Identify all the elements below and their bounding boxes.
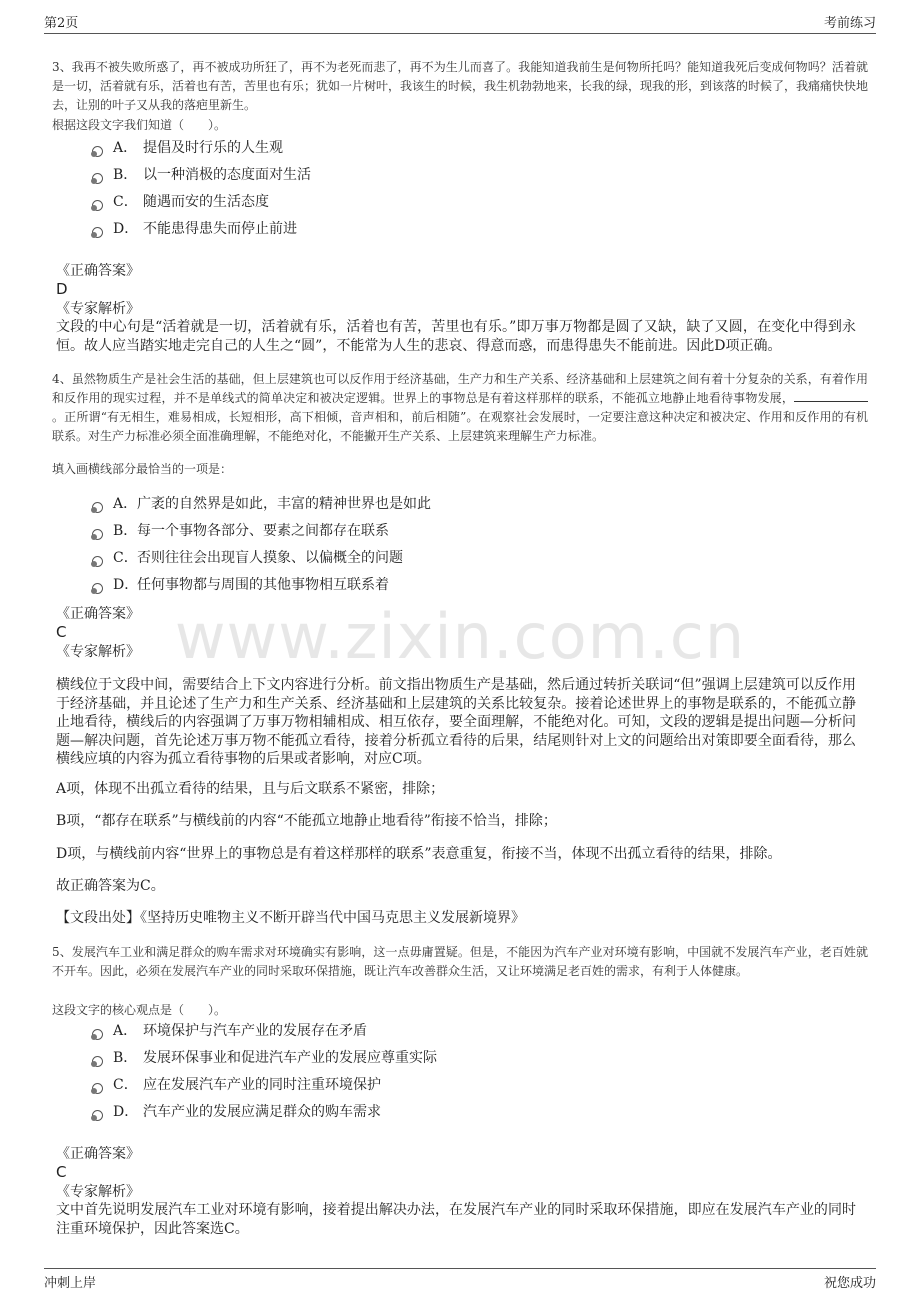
radio-icon[interactable] (92, 1056, 103, 1067)
option-text: 以一种消极的态度面对生活 (143, 167, 311, 183)
fill-blank (794, 389, 868, 402)
radio-icon[interactable] (92, 529, 103, 540)
option-letter: D． (113, 221, 139, 237)
option-text: 随遇而安的生活态度 (143, 194, 269, 210)
page-footer (44, 1272, 876, 1292)
option-letter: B． (113, 167, 138, 183)
option-letter: C． (113, 550, 138, 566)
question-3-option-d[interactable] (92, 218, 297, 240)
question-3-option-a[interactable] (92, 137, 283, 159)
question-5-prompt: 这段文字的核心观点是（ ）。 (52, 1003, 227, 1017)
question-4-option-d[interactable] (92, 574, 389, 596)
footer-right-text: 祝您成功 (823, 1276, 876, 1291)
question-3-option-c[interactable] (92, 191, 269, 213)
radio-icon[interactable] (92, 1029, 103, 1040)
option-text: 每一个事物各部分、要素之间都存在联系 (137, 523, 389, 539)
analysis-note-d: D项，与横线前内容“世界上的事物总是有着这样那样的联系”表意重复，衔接不当，体现不出孤立看待的结果，排除。 (56, 846, 782, 862)
option-letter: A． (113, 140, 138, 156)
question-4-stem (52, 370, 868, 446)
question-4-option-b[interactable] (92, 520, 389, 542)
option-text: 任何事物都与周围的其他事物相互联系着 (137, 577, 389, 593)
option-text: 发展环保事业和促进汽车产业的发展应尊重实际 (143, 1050, 437, 1066)
option-letter: B． (113, 523, 138, 539)
question-5-option-b[interactable] (92, 1047, 437, 1069)
option-letter: A． (113, 1023, 138, 1039)
question-5-analysis: 文中首先说明发展汽车工业对环境有影响，接着提出解决办法，在发展汽车产业的同时采取环保措施，即应在发展汽车产业的同时注重环境保护，因此答案选C。 (56, 1202, 856, 1237)
question-4-analysis: 横线位于文段中间，需要结合上下文内容进行分析。前文指出物质生产是基础，然后通过转折关联词“但”强调上层建筑可以反作用于经济基础，并且论述了生产力和生产关系、经济基础和上层建筑的关系比较复杂。接着论述世界上的事物是联系的，不能孤立静止地看待，横线后的内容强调了万事万物相辅相成、相互依存，要全面理解，不能绝对化。可知，文段的逻辑是提出问题—分析问题—解决问题，首先论述万事万物不能孤立看待，接着分析孤立看待的后果，结尾则针对上文的问题给出对策即要全面看待，那么横线应填的内容为孤立看待事物的后果或者影响，对应C项。 (56, 677, 856, 767)
radio-icon[interactable] (92, 227, 103, 238)
answer-label: 《正确答案》 (56, 263, 140, 279)
question-3-prompt: 根据这段文字我们知道（ ）。 (52, 118, 227, 132)
analysis-label: 《专家解析》 (56, 301, 140, 317)
radio-icon[interactable] (92, 556, 103, 567)
option-text: 环境保护与汽车产业的发展存在矛盾 (143, 1023, 367, 1039)
page-header (44, 12, 876, 32)
radio-icon[interactable] (92, 173, 103, 184)
option-text: 不能患得患失而停止前进 (143, 221, 297, 237)
option-letter: B． (113, 1050, 138, 1066)
question-4-prompt: 填入画横线部分最恰当的一项是： (52, 462, 233, 476)
radio-icon[interactable] (92, 502, 103, 513)
analysis-conclusion: 故正确答案为C。 (56, 878, 165, 894)
answer-value: C (56, 1163, 67, 1181)
question-5-option-c[interactable] (92, 1074, 381, 1096)
question-3-stem: 3、我再不被失败所惑了，再不被成功所狂了，再不为老死而悲了，再不为生儿而喜了。我能知道我前生是何物所托吗？能知道我死后变成何物吗？活着就是一切，活着就有乐，活着也有苦，苦里也有乐；犹如一片树叶，我该生的时候，我生机勃勃地来，长我的绿，现我的形，到该落的时候了，我痛痛快快地去，让别的叶子又从我的落疤里新生。 (52, 60, 869, 112)
page-number: 第2页 (44, 16, 79, 31)
option-text: 汽车产业的发展应满足群众的购车需求 (143, 1104, 381, 1120)
radio-icon[interactable] (92, 583, 103, 594)
option-letter: C． (113, 1077, 138, 1093)
watermark: www.zixin.com.cn (174, 600, 746, 673)
question-3-option-b[interactable] (92, 164, 311, 186)
header-title: 考前练习 (823, 16, 876, 31)
option-text: 应在发展汽车产业的同时注重环境保护 (143, 1077, 381, 1093)
answer-label: 《正确答案》 (56, 606, 140, 622)
stem-text: 。正所谓“有无相生，难易相成，长短相形，高下相倾，音声相和，前后相随”。在观察社会发展时，一定要注意这种决定和被决定、作用和反作用的有机联系。对生产力标准必须全面准确理解，不能绝对化，不能撇开生产关系、上层建筑来理解生产力标准。 (52, 410, 868, 443)
analysis-note-b: B项，“都存在联系”与横线前的内容“不能孤立地静止地看待”衔接不恰当，排除； (56, 813, 557, 829)
header-divider (44, 33, 876, 34)
option-text: 否则往往会出现盲人摸象、以偏概全的问题 (137, 550, 403, 566)
answer-label: 《正确答案》 (56, 1146, 140, 1162)
analysis-label: 《专家解析》 (56, 644, 140, 660)
question-5-option-d[interactable] (92, 1101, 381, 1123)
footer-divider (44, 1268, 876, 1269)
question-5-stem: 5、发展汽车工业和满足群众的购车需求对环境确实有影响，这一点毋庸置疑。但是，不能因为汽车产业对环境有影响，中国就不发展汽车产业，老百姓就不开车。因此，必须在发展汽车产业的同时采取环保措施，既让汽车改善群众生活，又让环境满足老百姓的需求，有利于人体健康。 (52, 945, 868, 978)
source-citation: 【文段出处】《坚持历史唯物主义不断开辟当代中国马克思主义发展新境界》 (56, 910, 525, 926)
footer-left-text: 冲刺上岸 (44, 1276, 97, 1291)
option-letter: A． (113, 496, 138, 512)
analysis-note-a: A项，体现不出孤立看待的结果，且与后文联系不紧密，排除； (56, 781, 445, 797)
option-letter: D． (113, 577, 139, 593)
radio-icon[interactable] (92, 200, 103, 211)
option-letter: D． (113, 1104, 139, 1120)
answer-value: D (56, 280, 68, 298)
radio-icon[interactable] (92, 1110, 103, 1121)
question-4-option-a[interactable] (92, 493, 431, 515)
option-text: 广袤的自然界是如此，丰富的精神世界也是如此 (137, 496, 431, 512)
analysis-label: 《专家解析》 (56, 1184, 140, 1200)
stem-text: 4、虽然物质生产是社会生活的基础，但上层建筑也可以反作用于经济基础，生产力和生产关系、经济基础和上层建筑之间有着十分复杂的关系，有着作用和反作用的现实过程，并不是单线式的简单决定和被决定逻辑。世界上的事物总是有着这样那样的联系，不能孤立地静止地看待事物发展， (52, 372, 868, 405)
option-text: 提倡及时行乐的人生观 (143, 140, 283, 156)
option-letter: C． (113, 194, 138, 210)
question-5-option-a[interactable] (92, 1020, 367, 1042)
question-3-analysis: 文段的中心句是“活着就是一切，活着就有乐，活着也有苦，苦里也有乐。”即万事万物都是圆了又缺，缺了又圆，在变化中得到永恒。故人应当踏实地走完自己的人生之“圆”，不能常为人生的悲哀、得意而惑，而患得患失不能前进。因此D项正确。 (56, 319, 856, 354)
question-4-option-c[interactable] (92, 547, 403, 569)
radio-icon[interactable] (92, 146, 103, 157)
radio-icon[interactable] (92, 1083, 103, 1094)
answer-value: C (56, 623, 67, 641)
